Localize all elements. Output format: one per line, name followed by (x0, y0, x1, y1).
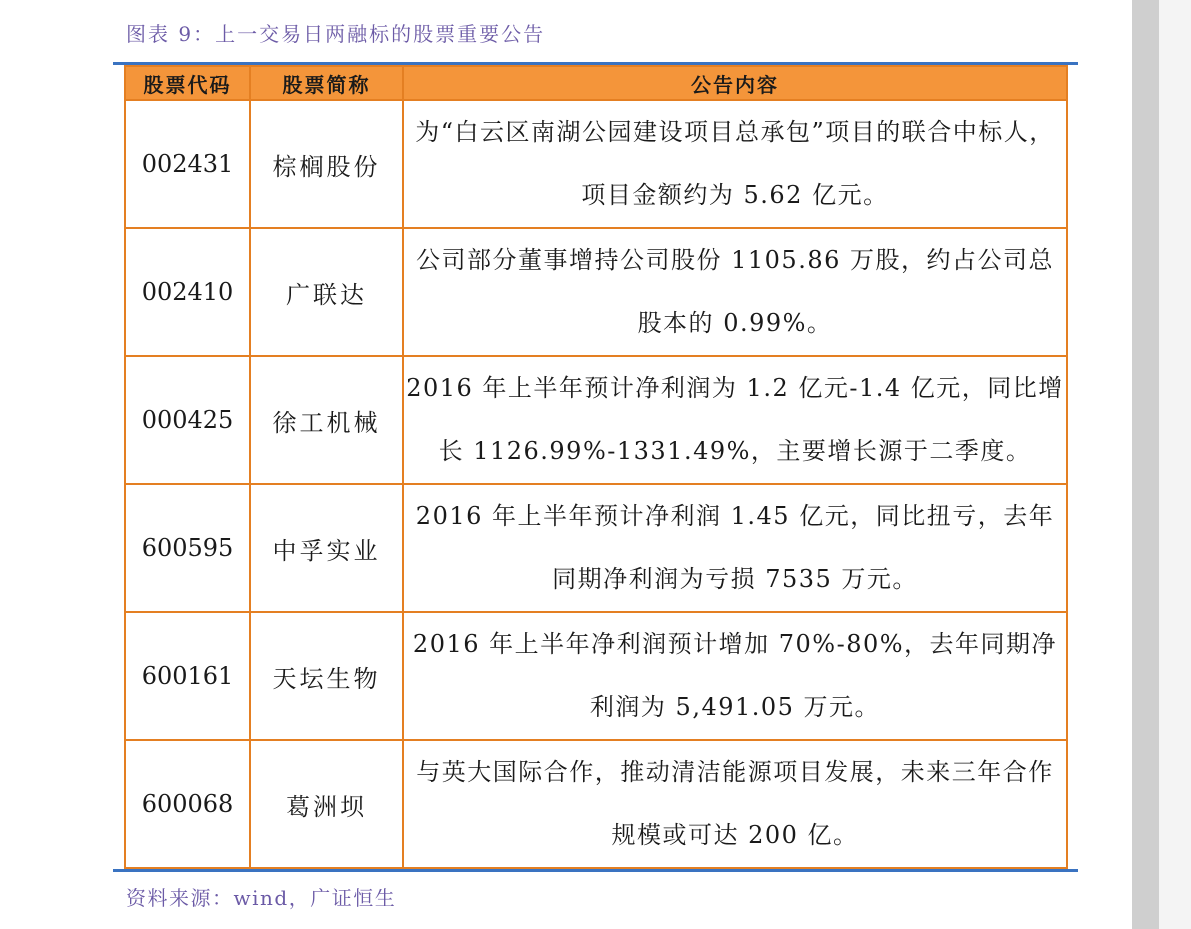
table-bottom-rule (113, 869, 1078, 872)
stock-code-cell: 600161 (125, 612, 250, 740)
stock-code-cell: 002410 (125, 228, 250, 356)
announcement-content-cell: 2016 年上半年预计净利润为 1.2 亿元-1.4 亿元，同比增长 1126.99%-1331.49%，主要增长源于二季度。 (403, 356, 1067, 484)
table-row (125, 484, 1067, 612)
stock-name-cell: 徐工机械 (250, 356, 403, 484)
stock-code-cell: 600068 (125, 740, 250, 868)
stock-name-cell: 广联达 (250, 228, 403, 356)
table-header-row (125, 66, 1067, 100)
table-row (125, 356, 1067, 484)
announcement-table (124, 65, 1068, 869)
stock-name-cell: 中孚实业 (250, 484, 403, 612)
header-stock-code: 股票代码 (125, 66, 250, 100)
stock-code-cell: 002431 (125, 100, 250, 228)
table-row (125, 100, 1067, 228)
source-note: 资料来源：wind，广证恒生 (126, 886, 397, 910)
table-row (125, 740, 1067, 868)
window-edge (1159, 0, 1191, 929)
table-row (125, 612, 1067, 740)
stock-name-cell: 天坛生物 (250, 612, 403, 740)
announcement-table-block (113, 62, 1078, 872)
stock-code-cell: 600595 (125, 484, 250, 612)
announcement-content-cell: 2016 年上半年净利润预计增加 70%-80%，去年同期净利润为 5,491.05 万元。 (403, 612, 1067, 740)
table-row (125, 228, 1067, 356)
figure-caption: 图表 9：上一交易日两融标的股票重要公告 (126, 22, 546, 46)
vertical-scrollbar[interactable] (1132, 0, 1159, 929)
announcement-content-cell: 与英大国际合作，推动清洁能源项目发展，未来三年合作规模或可达 200 亿。 (403, 740, 1067, 868)
header-stock-name: 股票简称 (250, 66, 403, 100)
stock-name-cell: 棕榈股份 (250, 100, 403, 228)
announcement-content-cell: 公司部分董事增持公司股份 1105.86 万股，约占公司总股本的 0.99%。 (403, 228, 1067, 356)
announcement-content-cell: 为“白云区南湖公园建设项目总承包”项目的联合中标人，项目金额约为 5.62 亿元。 (403, 100, 1067, 228)
stock-code-cell: 000425 (125, 356, 250, 484)
announcement-content-cell: 2016 年上半年预计净利润 1.45 亿元，同比扭亏，去年同期净利润为亏损 7535 万元。 (403, 484, 1067, 612)
header-announcement-content: 公告内容 (403, 66, 1067, 100)
stock-name-cell: 葛洲坝 (250, 740, 403, 868)
